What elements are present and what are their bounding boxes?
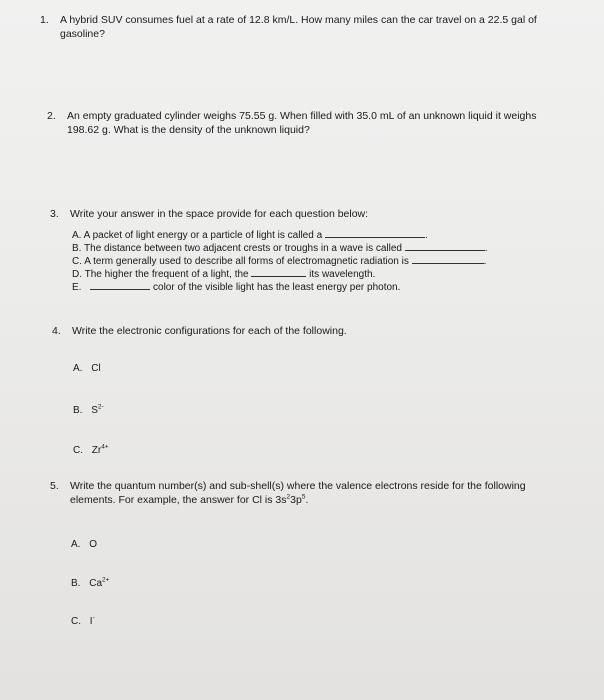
question-1-number: 1. bbox=[40, 14, 49, 26]
question-5-text-mid: 3p bbox=[290, 494, 302, 506]
question-3-item-a-text: A. A packet of light energy or a particle of light is called a bbox=[72, 230, 323, 241]
question-4-item-c-label: C. bbox=[73, 445, 83, 456]
question-5-item-b-label: B. bbox=[71, 578, 81, 589]
question-1 bbox=[40, 13, 560, 41]
question-4-item-b bbox=[73, 404, 104, 417]
question-5 bbox=[50, 479, 570, 507]
question-3-item-e bbox=[72, 279, 400, 294]
question-5-text bbox=[70, 479, 570, 507]
question-3-item-e-post: color of the visible light has the least energy per photon. bbox=[153, 282, 401, 293]
question-3-item-d-post: its wavelength. bbox=[309, 269, 376, 280]
question-2-number: 2. bbox=[47, 110, 56, 122]
question-3-item-b-text: B. The distance between two adjacent crests or troughs in a wave is called bbox=[72, 243, 402, 254]
answer-blank-3b[interactable] bbox=[405, 240, 485, 251]
question-3-text: Write your answer in the space provide for each question below: bbox=[70, 208, 369, 220]
question-5-text-main: Write the quantum number(s) and sub-shell(s) where the valence electrons reside for the following elements. For example, the answer for Cl is 3s bbox=[70, 480, 526, 506]
answer-blank-3a[interactable] bbox=[325, 227, 425, 238]
question-5-text-end: . bbox=[305, 494, 309, 506]
question-5-item-a-value: O bbox=[89, 539, 98, 550]
question-4-item-c-value: Zr bbox=[91, 445, 102, 456]
answer-blank-3d[interactable] bbox=[251, 266, 306, 277]
question-4-item-b-value: S bbox=[91, 405, 98, 416]
question-4-item-c bbox=[73, 444, 109, 457]
question-2-text: An empty graduated cylinder weighs 75.55 g. When filled with 35.0 mL of an unknown liquid it weighs 198.62 g. What is the density of the unknown liquid? bbox=[67, 110, 537, 136]
question-4-item-b-label: B. bbox=[73, 405, 83, 416]
question-3-item-c: C. A term generally used to describe all forms of electromagnetic radiation is . bbox=[72, 253, 486, 268]
question-5-item-a-label: A. bbox=[71, 539, 81, 550]
question-5-item-b-value: Ca bbox=[89, 578, 103, 589]
question-5-item-c bbox=[71, 615, 95, 628]
question-5-item-c-charge: - bbox=[92, 614, 95, 622]
question-4-item-a-value: Cl bbox=[91, 363, 101, 374]
question-5-item-c-value: I bbox=[89, 616, 93, 627]
question-5-item-c-label: C. bbox=[71, 616, 81, 627]
question-3-number: 3. bbox=[50, 208, 59, 220]
question-2 bbox=[47, 109, 567, 137]
question-4-number: 4. bbox=[52, 325, 61, 337]
question-4-item-a bbox=[73, 362, 101, 375]
answer-blank-3e[interactable] bbox=[90, 279, 150, 290]
question-4-item-c-charge: 4+ bbox=[101, 443, 109, 451]
question-5-item-b-charge: 2+ bbox=[102, 576, 110, 584]
answer-blank-3c[interactable] bbox=[412, 253, 484, 264]
question-3-item-e-pre: E. bbox=[72, 282, 82, 293]
question-3-item-c-text: C. A term generally used to describe all forms of electromagnetic radiation is bbox=[72, 256, 409, 267]
question-4 bbox=[52, 324, 572, 338]
question-4-text: Write the electronic configurations for each of the following. bbox=[72, 325, 347, 337]
question-1-text: A hybrid SUV consumes fuel at a rate of 12.8 km/L. How many miles can the car travel on a 22.5 gal of gasoline? bbox=[60, 14, 537, 40]
question-3-item-b: B. The distance between two adjacent crests or troughs in a wave is called . bbox=[72, 240, 488, 255]
question-5-sup-1: 2 bbox=[286, 493, 291, 501]
question-3 bbox=[50, 207, 570, 221]
question-3-item-d-pre: D. The higher the frequent of a light, the bbox=[72, 269, 249, 280]
question-4-item-b-charge: 2- bbox=[97, 403, 104, 411]
question-5-sup-2: 5 bbox=[301, 493, 306, 501]
question-5-item-a bbox=[71, 538, 97, 551]
question-5-item-b bbox=[71, 577, 109, 590]
question-5-number: 5. bbox=[50, 480, 59, 492]
question-3-item-a: A. A packet of light energy or a particle of light is called a . bbox=[72, 227, 428, 242]
question-4-item-a-label: A. bbox=[73, 363, 83, 374]
